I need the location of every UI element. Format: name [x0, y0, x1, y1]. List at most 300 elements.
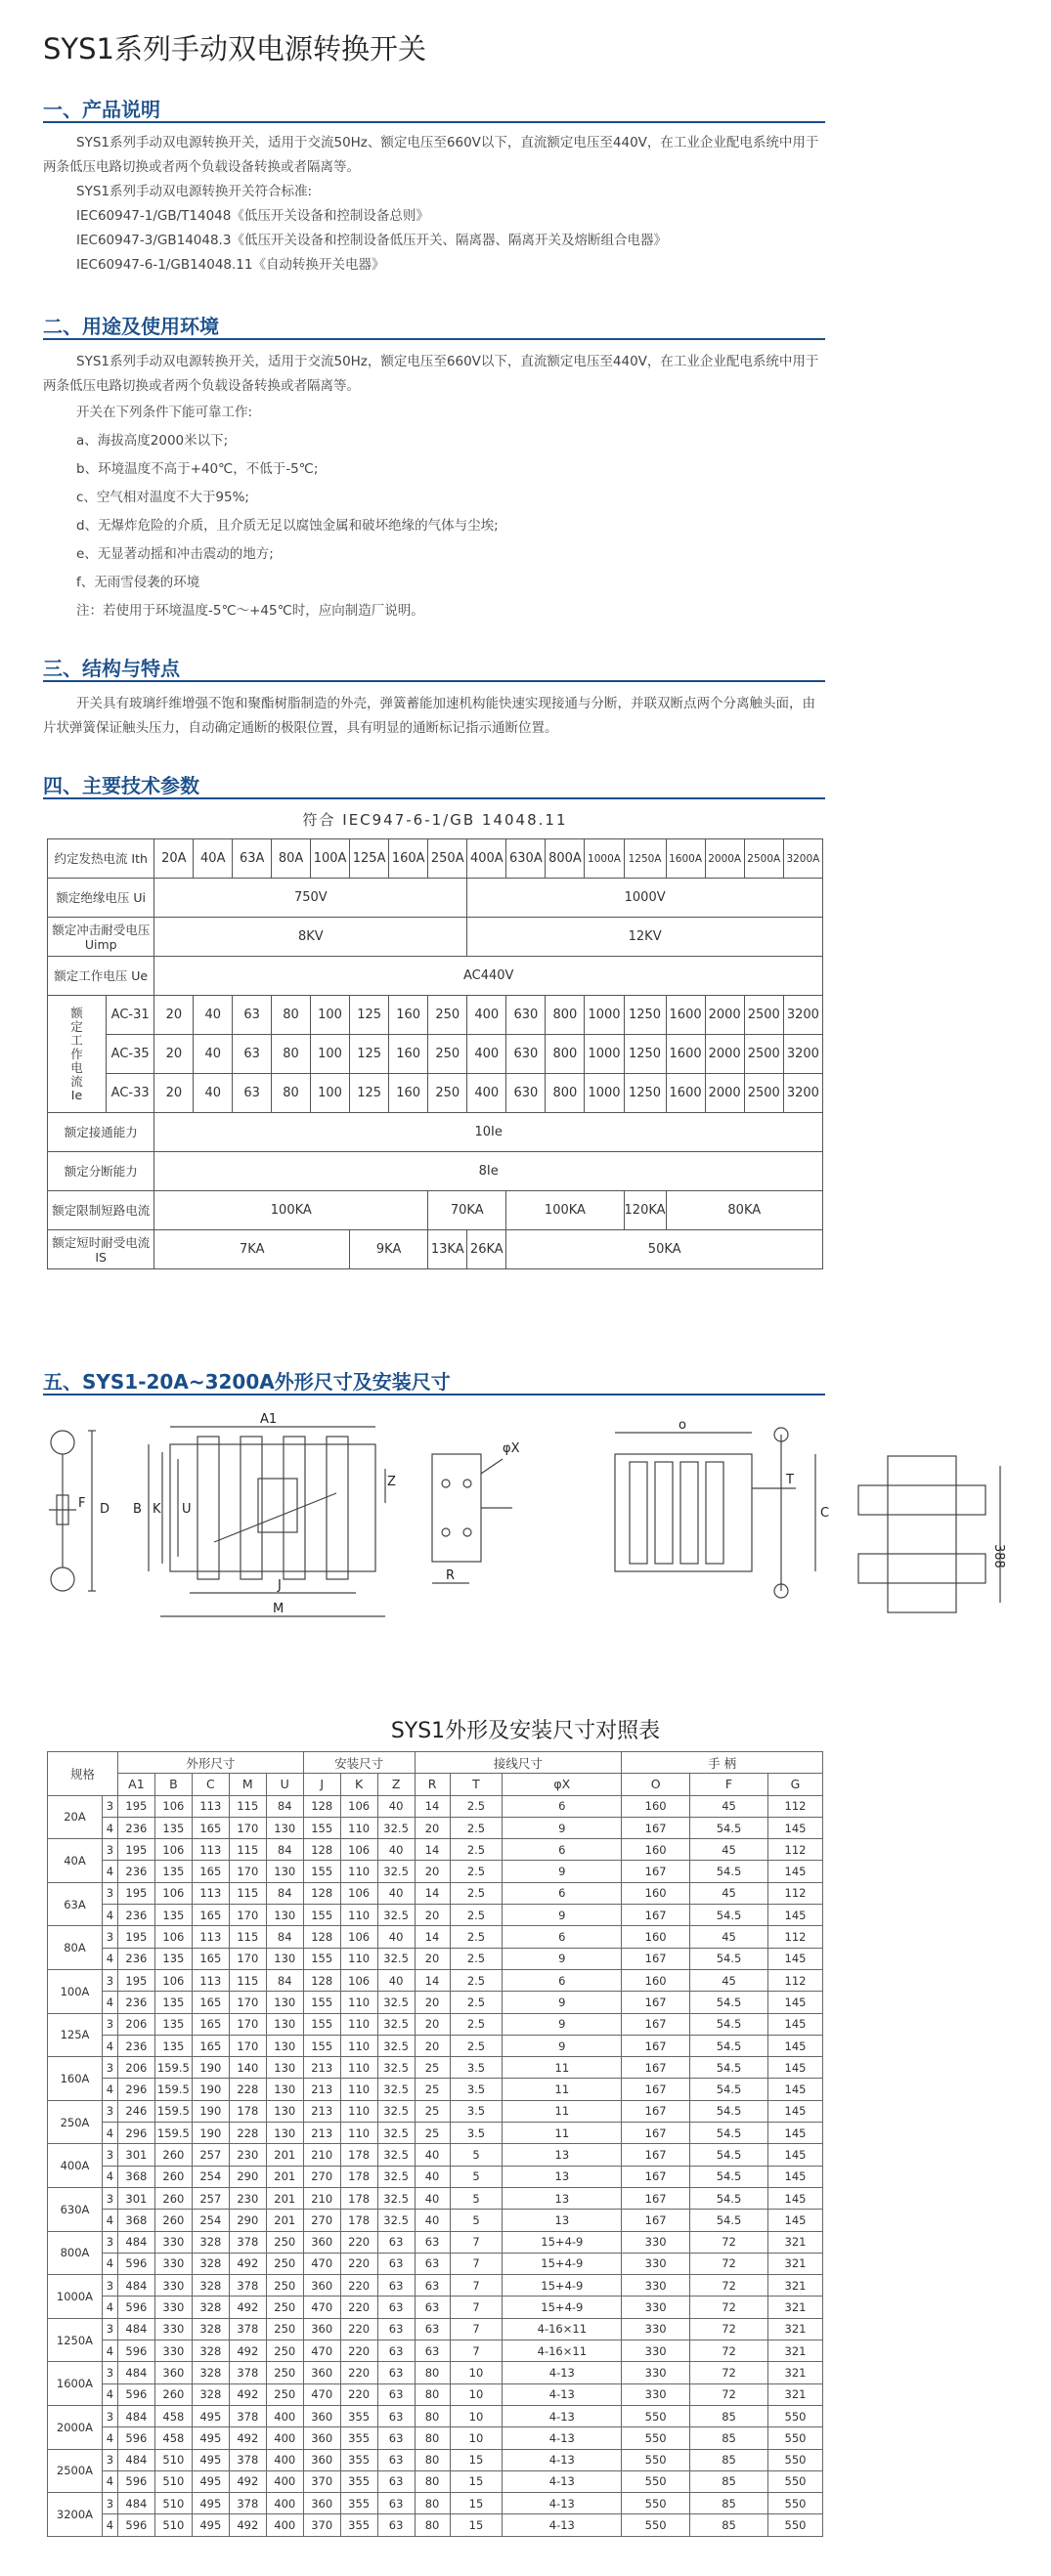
table-cell: 355	[340, 2427, 377, 2449]
table-cell: 32.5	[377, 2210, 415, 2231]
table-cell: 106	[340, 1882, 377, 1904]
table-row	[48, 2144, 823, 2166]
table-cell: 290	[229, 2210, 266, 2231]
table-cell: 160	[622, 1926, 690, 1948]
column-group-header: 接线尺寸	[415, 1752, 622, 1774]
row-label: 额定冲击耐受电压Uimp	[48, 918, 154, 957]
table-cell: 328	[192, 2275, 229, 2297]
table-cell: 130	[266, 2035, 303, 2056]
table-cell: 2.5	[450, 1839, 503, 1861]
table-cell: 201	[266, 2187, 303, 2209]
table-cell: 550	[622, 2405, 690, 2426]
table-row	[48, 1882, 823, 1904]
table-cell: 159.5	[154, 2079, 192, 2100]
table-cell: 140	[229, 2057, 266, 2079]
table-cell: 25	[415, 2057, 450, 2079]
table-cell: 9	[503, 1948, 622, 1969]
column-header: K	[340, 1774, 377, 1795]
table-cell: 4-16×11	[503, 2340, 622, 2362]
table-cell: 550	[622, 2470, 690, 2492]
table-cell: 85	[690, 2470, 768, 2492]
table-cell: 484	[117, 2275, 154, 2297]
table-cell: 3	[102, 2493, 117, 2514]
table-cell: 4	[102, 2427, 117, 2449]
table-cell: 190	[192, 2123, 229, 2144]
table-row	[48, 1230, 823, 1269]
spec-cell: 1250A	[48, 2318, 103, 2362]
table-cell: 4	[102, 1861, 117, 1882]
dim-label: φX	[503, 1441, 520, 1456]
table-cell: 3	[102, 2449, 117, 2470]
table-cell: 167	[622, 2035, 690, 2056]
table-cell: 3.5	[450, 2079, 503, 2100]
table-cell: 257	[192, 2187, 229, 2209]
table-cell: 484	[117, 2405, 154, 2426]
table-cell: 2.5	[450, 1948, 503, 1969]
table-cell: 360	[154, 2362, 192, 2383]
table-cell: 167	[622, 1817, 690, 1838]
table-cell: 45	[690, 1882, 768, 1904]
table-cell: 167	[622, 2079, 690, 2100]
table-cell: 63	[377, 2514, 415, 2536]
table-row	[48, 1926, 823, 1948]
table-cell: 63	[377, 2297, 415, 2318]
table-cell: 45	[690, 1795, 768, 1817]
table-cell: 54.5	[690, 1817, 768, 1838]
table-cell: 206	[117, 2057, 154, 2079]
table-cell: 70KA	[428, 1191, 506, 1230]
table-cell: 84	[266, 1839, 303, 1861]
table-row	[48, 1795, 823, 1817]
table-cell: 14	[415, 1926, 450, 1948]
table-cell: 470	[303, 2297, 340, 2318]
column-group-header: 外形尺寸	[117, 1752, 303, 1774]
table-cell: 54.5	[690, 2123, 768, 2144]
table-header-row	[48, 1774, 823, 1795]
table-cell: 106	[154, 1795, 192, 1817]
table-cell: 11	[503, 2100, 622, 2122]
spec-cell: 63A	[48, 1882, 103, 1926]
table-cell: 190	[192, 2057, 229, 2079]
table-cell: 370	[303, 2514, 340, 2536]
table-cell: 145	[767, 2035, 822, 2056]
table-cell: 5	[450, 2166, 503, 2187]
table-cell: 596	[117, 2253, 154, 2274]
table-cell: 201	[266, 2166, 303, 2187]
table-cell: 400	[467, 1035, 506, 1074]
table-row	[48, 2383, 823, 2405]
table-cell: 32.5	[377, 2057, 415, 2079]
table-cell: 106	[154, 1969, 192, 1991]
table-cell: 10	[450, 2405, 503, 2426]
table-cell: 20	[154, 996, 194, 1035]
table-cell: 3200	[783, 1074, 822, 1113]
section-heading-2: 二、用途及使用环境	[43, 315, 219, 338]
table-cell: 190	[192, 2100, 229, 2122]
table-cell: 3	[102, 2318, 117, 2340]
table-row	[48, 2079, 823, 2100]
table-cell: AC440V	[154, 957, 823, 996]
table-cell: 2.5	[450, 1795, 503, 1817]
table-row	[48, 2297, 823, 2318]
table-cell: 330	[622, 2297, 690, 2318]
table-cell: 2.5	[450, 1926, 503, 1948]
table-cell: 72	[690, 2383, 768, 2405]
spec-cell: 1000A	[48, 2275, 103, 2319]
table-cell: 328	[192, 2318, 229, 2340]
table-cell: 54.5	[690, 1905, 768, 1926]
table-cell: 100KA	[506, 1191, 624, 1230]
spec-cell: 800A	[48, 2231, 103, 2275]
table-cell: 213	[303, 2057, 340, 2079]
table-cell: 15	[450, 2449, 503, 2470]
table-cell: 596	[117, 2514, 154, 2536]
dim-label: J	[278, 1578, 282, 1593]
table-cell: 106	[154, 1926, 192, 1948]
table-cell: 1600	[666, 1074, 705, 1113]
table-cell: 113	[192, 1839, 229, 1861]
table-cell: 228	[229, 2123, 266, 2144]
table-cell: 195	[117, 1882, 154, 1904]
table-cell: 130	[266, 2079, 303, 2100]
table-cell: 495	[192, 2514, 229, 2536]
table-cell: 130	[266, 2123, 303, 2144]
table-cell: 32.5	[377, 1948, 415, 1969]
table-row	[48, 2057, 823, 2079]
table-cell: 178	[229, 2100, 266, 2122]
table-cell: 220	[340, 2383, 377, 2405]
table-cell: 63	[233, 1035, 272, 1074]
table-row	[48, 2100, 823, 2122]
table-cell: 63	[377, 2362, 415, 2383]
table-cell: 165	[192, 1817, 229, 1838]
table-cell: 80	[415, 2470, 450, 2492]
table-cell: 321	[767, 2297, 822, 2318]
table-cell: 160	[622, 1839, 690, 1861]
table-cell: 45	[690, 1839, 768, 1861]
dim-label: A1	[260, 1412, 278, 1427]
table-cell: 112	[767, 1926, 822, 1948]
table-cell: 330	[622, 2275, 690, 2297]
paragraph: 开关具有玻璃纤维增强不饱和聚酯树脂制造的外壳，弹簧蓄能加速机构能快速实现接通与分断，并联双断点两个分离触头面，由片状弹簧保证触头压力，自动确定通断的极限位置，具有明显的通断标记指示通断位置。	[43, 696, 815, 736]
table-row	[48, 2449, 823, 2470]
table-cell: 250	[266, 2362, 303, 2383]
table-cell: 330	[622, 2253, 690, 2274]
table-cell: 4	[102, 2383, 117, 2405]
table-cell: 84	[266, 1969, 303, 1991]
column-header: 1600A	[666, 839, 705, 879]
table-cell: 145	[767, 1948, 822, 1969]
column-header: 630A	[506, 839, 546, 879]
table-cell: 54.5	[690, 2144, 768, 2166]
table-cell: 15	[450, 2493, 503, 2514]
table-cell: 20	[415, 1861, 450, 1882]
table-row	[48, 918, 823, 957]
table-cell: 63	[415, 2297, 450, 2318]
table-cell: 378	[229, 2231, 266, 2253]
column-header: M	[229, 1774, 266, 1795]
table-cell: 360	[303, 2449, 340, 2470]
table-cell: 355	[340, 2493, 377, 2514]
table-cell: 110	[340, 2123, 377, 2144]
table-cell: 250	[266, 2275, 303, 2297]
table-cell: 167	[622, 2100, 690, 2122]
table-cell: 360	[303, 2275, 340, 2297]
row-label: AC-35	[106, 1035, 153, 1074]
table-cell: 330	[622, 2383, 690, 2405]
table-cell: 25	[415, 2123, 450, 2144]
table-cell: 135	[154, 1861, 192, 1882]
table-cell: 9	[503, 2013, 622, 2035]
table-cell: 550	[622, 2427, 690, 2449]
column-header: 2500A	[744, 839, 783, 879]
dimension-table	[47, 1751, 823, 2537]
table-cell: 330	[154, 2275, 192, 2297]
table-cell: 130	[266, 2013, 303, 2035]
table-cell: 63	[377, 2449, 415, 2470]
table-cell: 260	[154, 2187, 192, 2209]
table-cell: 254	[192, 2210, 229, 2231]
column-header: O	[622, 1774, 690, 1795]
table-cell: 130	[266, 1861, 303, 1882]
table-cell: 228	[229, 2079, 266, 2100]
table-cell: 484	[117, 2318, 154, 2340]
column-header: 1250A	[624, 839, 666, 879]
table-cell: 72	[690, 2318, 768, 2340]
table-cell: 63	[377, 2340, 415, 2362]
table-cell: 2000	[705, 1074, 744, 1113]
table-cell: 128	[303, 1969, 340, 1991]
table-cell: 596	[117, 2297, 154, 2318]
column-group-header: 手 柄	[622, 1752, 823, 1774]
table-row	[48, 1905, 823, 1926]
table-cell: 2000	[705, 996, 744, 1035]
table-cell: 236	[117, 1992, 154, 2013]
table-cell: 1000	[585, 996, 624, 1035]
table-cell: 63	[415, 2231, 450, 2253]
table-cell: 492	[229, 2470, 266, 2492]
table-cell: 596	[117, 2383, 154, 2405]
table-cell: 145	[767, 1905, 822, 1926]
table-cell: 800	[546, 996, 585, 1035]
table-cell: 54.5	[690, 2057, 768, 2079]
row-label: 额定短时耐受电流 IS	[48, 1230, 154, 1269]
table-cell: 6	[503, 1926, 622, 1948]
table-cell: 4	[102, 2079, 117, 2100]
table-cell: 165	[192, 1992, 229, 2013]
table-cell: 63	[377, 2470, 415, 2492]
table-cell: 130	[266, 2057, 303, 2079]
table-cell: 360	[303, 2362, 340, 2383]
table-cell: 250	[428, 1035, 467, 1074]
table-cell: 3	[102, 1882, 117, 1904]
table-cell: 170	[229, 1817, 266, 1838]
table-cell: 510	[154, 2514, 192, 2536]
dim-label: T	[786, 1473, 794, 1487]
section-2-body	[43, 350, 825, 625]
table-row	[48, 1191, 823, 1230]
table-cell: 170	[229, 1861, 266, 1882]
table-row	[48, 957, 823, 996]
table-cell: 54.5	[690, 2210, 768, 2231]
table-cell: 330	[154, 2318, 192, 2340]
table-cell: 6	[503, 1795, 622, 1817]
table-cell: 1000	[585, 1074, 624, 1113]
table-cell: 63	[377, 2275, 415, 2297]
table-cell: 178	[340, 2210, 377, 2231]
table-cell: 550	[767, 2514, 822, 2536]
table-cell: 13	[503, 2166, 622, 2187]
table-cell: 40	[194, 996, 233, 1035]
column-header: 63A	[233, 839, 272, 879]
table-cell: 550	[767, 2405, 822, 2426]
table-cell: 160	[622, 1882, 690, 1904]
table-cell: 1250	[624, 1035, 666, 1074]
column-header: 125A	[350, 839, 389, 879]
table-cell: 3	[102, 2057, 117, 2079]
table-cell: 128	[303, 1926, 340, 1948]
row-label: 额定接通能力	[48, 1113, 154, 1152]
table-cell: 135	[154, 1817, 192, 1838]
table-cell: 63	[377, 2427, 415, 2449]
table-cell: 210	[303, 2187, 340, 2209]
table-cell: 8KV	[154, 918, 467, 957]
table-cell: 458	[154, 2405, 192, 2426]
table-cell: 210	[303, 2144, 340, 2166]
table-cell: 213	[303, 2100, 340, 2122]
row-label: AC-33	[106, 1074, 153, 1113]
table-cell: 160	[622, 1969, 690, 1991]
column-header: 800A	[546, 839, 585, 879]
table-cell: 250	[266, 2318, 303, 2340]
table-cell: 125	[350, 996, 389, 1035]
table-cell: 110	[340, 1861, 377, 1882]
table-cell: 63	[377, 2493, 415, 2514]
table-cell: 167	[622, 2144, 690, 2166]
table-cell: 3	[102, 2405, 117, 2426]
table-cell: 1250	[624, 996, 666, 1035]
table-cell: 4-13	[503, 2383, 622, 2405]
table-cell: 63	[377, 2318, 415, 2340]
table-cell: 400	[266, 2470, 303, 2492]
table-cell: 400	[266, 2405, 303, 2426]
table-row	[48, 2187, 823, 2209]
paragraph: IEC60947-6-1/GB14048.11《自动转换开关电器》	[76, 257, 385, 273]
table-cell: 510	[154, 2493, 192, 2514]
row-label: 额定限制短路电流	[48, 1191, 154, 1230]
table-cell: 3	[102, 2187, 117, 2209]
section-divider	[43, 121, 825, 123]
table-cell: 167	[622, 1905, 690, 1926]
table-cell: 80	[415, 2449, 450, 2470]
dim-label: B	[133, 1502, 142, 1517]
table-cell: 250	[266, 2297, 303, 2318]
table-cell: 550	[767, 2493, 822, 2514]
table-cell: 370	[303, 2470, 340, 2492]
table-header-row	[48, 1752, 823, 1774]
column-header: B	[154, 1774, 192, 1795]
table-cell: 400	[467, 996, 506, 1035]
table-cell: 360	[303, 2493, 340, 2514]
table-cell: 492	[229, 2427, 266, 2449]
dim-label: Z	[387, 1475, 396, 1489]
table-cell: 3	[102, 1795, 117, 1817]
table-cell: 321	[767, 2231, 822, 2253]
table-cell: 378	[229, 2449, 266, 2470]
table-cell: 80KA	[666, 1191, 822, 1230]
table-cell: 63	[415, 2275, 450, 2297]
table-cell: 510	[154, 2470, 192, 2492]
table-row	[48, 2340, 823, 2362]
section-3-body	[43, 692, 825, 741]
table-cell: 135	[154, 1905, 192, 1926]
table-cell: 4-13	[503, 2493, 622, 2514]
table-cell: 368	[117, 2210, 154, 2231]
table-cell: 368	[117, 2166, 154, 2187]
table-cell: 2.5	[450, 2035, 503, 2056]
table-cell: 484	[117, 2493, 154, 2514]
column-header: 20A	[154, 839, 194, 879]
table-cell: 11	[503, 2123, 622, 2144]
table-row	[48, 1969, 823, 1991]
table-cell: 236	[117, 1905, 154, 1926]
table-cell: 360	[303, 2405, 340, 2426]
table-cell: 32.5	[377, 2100, 415, 2122]
table-cell: 630	[506, 996, 546, 1035]
table-cell: 2500	[744, 996, 783, 1035]
table-cell: 630	[506, 1035, 546, 1074]
table-cell: 213	[303, 2079, 340, 2100]
table-cell: 54.5	[690, 2013, 768, 2035]
table-cell: 4-13	[503, 2470, 622, 2492]
table-cell: 135	[154, 2035, 192, 2056]
table-cell: 8Ie	[154, 1152, 823, 1191]
table-cell: 2500	[744, 1074, 783, 1113]
table-cell: 470	[303, 2253, 340, 2274]
table-cell: 159.5	[154, 2057, 192, 2079]
table-cell: 40	[415, 2187, 450, 2209]
table-cell: 400	[266, 2427, 303, 2449]
table-cell: 195	[117, 1969, 154, 1991]
table-cell: 5	[450, 2187, 503, 2209]
column-header: φX	[503, 1774, 622, 1795]
table-cell: 290	[229, 2166, 266, 2187]
spec-cell: 3200A	[48, 2493, 103, 2537]
table-cell: 15+4-9	[503, 2231, 622, 2253]
table-cell: 4	[102, 2340, 117, 2362]
table-cell: 3.5	[450, 2123, 503, 2144]
table-cell: 115	[229, 1795, 266, 1817]
column-header: R	[415, 1774, 450, 1795]
table-cell: 550	[622, 2514, 690, 2536]
table-cell: 54.5	[690, 2079, 768, 2100]
table-cell: 110	[340, 2035, 377, 2056]
table-row	[48, 996, 823, 1035]
table-cell: 750V	[154, 879, 467, 918]
table-cell: 32.5	[377, 1905, 415, 1926]
table-cell: 32.5	[377, 2166, 415, 2187]
table-cell: 5	[450, 2210, 503, 2231]
table-cell: 25	[415, 2079, 450, 2100]
table-cell: 3	[102, 1926, 117, 1948]
table-cell: 321	[767, 2362, 822, 2383]
front-view	[149, 1427, 385, 1616]
table-cell: 330	[154, 2297, 192, 2318]
table-cell: 54.5	[690, 2166, 768, 2187]
table-row	[48, 2123, 823, 2144]
table-cell: 296	[117, 2079, 154, 2100]
note: 注：若使用于环境温度-5℃～+45℃时，应向制造厂说明。	[76, 603, 424, 619]
